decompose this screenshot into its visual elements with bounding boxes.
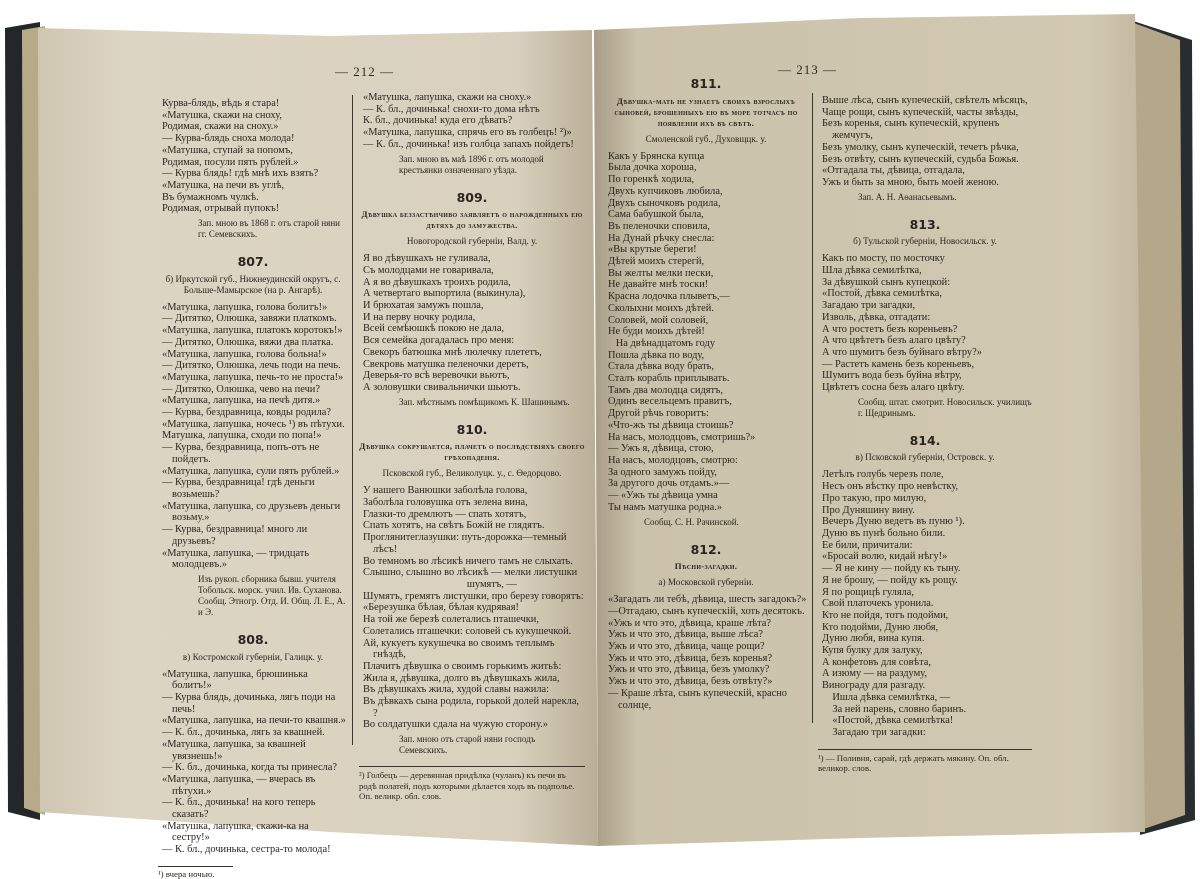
verse-line: За другого дочь отдамъ.»— [608,478,730,490]
verse-line: Я во дѣвушкахъ не гуливала, [363,253,491,265]
verse-line: А золовушки свивальнички шьютъ. [363,381,521,393]
verse [818,253,1032,393]
song-location: Псковской губ., Великолуцк. у., с. Ѳедорцово. [382,468,562,479]
verse [359,485,585,731]
verse-line: Всей семѣюшкѣ покою не дала, [363,323,505,335]
verse-line: Я не брошу, — пойду къ рощу. [822,574,958,586]
column-divider [812,93,813,723]
verse [818,95,1032,189]
source-note: Сообщ. С. Н. Рачинской. [644,516,739,527]
verse-line: «Матушка, лапушка, голова болитъ!» [162,301,328,313]
verse-line: «Матушка, лапушка, — тридцать молодцевъ.» [162,547,312,571]
verse-line: К. бл., дочинька! куда его дѣвать? [363,115,513,127]
source-note: Зап. А. Н. Аѳанасьевымъ. [858,191,957,202]
verse-line: «Матушка, лапушка, печь-то не проста!» [162,371,344,383]
verse-line: По горенкѣ ходила, [608,174,695,186]
verse-line: Кто подойми, Дуню любя, [822,621,939,633]
verse-line: Чаще рощи, сынъ купеческій, часты звѣзды, [822,106,1019,118]
verse-line: «Матушка, лапушка, платокъ коротокъ!» [162,325,343,337]
verse-line: Родимая, посули пять рублей.» [162,156,299,168]
verse-line: — Растетъ камень безъ кореньевъ, [822,358,975,370]
song-number: 814. [909,432,941,448]
verse [359,92,585,151]
page-number-right: — 213 — [778,62,837,77]
song-number: 811. [690,76,722,91]
verse-line: — Курва, бездравница! гдѣ деньги возьмешь? [162,477,318,500]
verse-line: «Матушка, лапушка, — вчерась въ пѣтухи.» [162,773,318,797]
verse-line: Не буди моихъ дѣтей! [608,326,705,338]
verse-line: Загадаю три загадки: [822,726,926,738]
verse [158,302,348,571]
verse-line: И на перву ночку родила, [363,311,476,323]
verse-line: На той же березѣ солетались пташечки, [363,614,539,626]
verse-line: «Загадать ли тебѣ, дѣвица, шесть загадокъ?» [608,594,807,606]
verse-line: «Отгадала ты, дѣвица, отгадала, [822,165,965,177]
verse-line: Одинъ весельцемъ правитъ, [608,396,732,408]
verse-line: «Матушка, лапушка, голова больна!» [162,348,327,360]
verse-line: «Матушка, ступай за попомъ, [162,144,293,156]
verse-line: У нашего Ванюшки заболѣла голова, [363,485,528,497]
verse-line: — Дитятко, Олюшка, завяжи платкомъ. [162,313,337,325]
verse-line: На двѣнадцатомъ году [608,337,716,349]
song-title: Дѣвушка сокрушается, плачетъ о послѣдствіяхъ своего грѣхопаденія. [359,441,585,463]
verse-line: Кто не пойдя, тотъ подойми, [822,609,949,621]
verse-line: Шумятъ, гремятъ листушки, про березу говорятъ: [363,590,584,602]
verse-line: Сталъ корабль приплывать. [608,373,730,385]
verse-line: «Матушка, скажи на сноху, [162,109,282,121]
song-location: в) Псковской губерніи, Островск. у. [855,452,995,463]
source-note: Зап. мѣстнымъ помѣщикомъ К. Шашинымъ. [399,396,570,407]
verse-line: Родимая, скажи на сноху.» [162,121,279,133]
verse-line: А что шумитъ безъ буйнаго вѣтру?» [822,346,982,358]
verse-line: — Дитятко, Олюшка, вяжи два платка. [162,336,334,348]
verse [604,151,808,514]
verse-line: «Матушка, лапушка, на печѣ дитя.» [162,395,321,407]
verse-line: Другой рѣчь говоритъ: [608,408,709,420]
verse-line: А конфетовъ для совѣта, [822,656,932,668]
verse-line: Пошла дѣвка по воду, [608,349,705,361]
verse-line: шумятъ, — [363,578,517,590]
verse-line: А что ростетъ безъ кореньевъ? [822,323,958,335]
song-number: 807. [237,254,269,270]
verse-line: Вы желты мелки пески, [608,267,714,279]
verse-line: Ишла дѣвка семилѣтка, — [822,691,951,703]
verse-line: «Матушка, лапушка, сули пять рублей.» [162,465,340,477]
verse-line: — Курва, бездравница, ковды родила? [162,407,331,419]
verse-line: И брюхатая замужъ пошла, [363,300,484,312]
verse-line: — Краше лѣта, сынъ купеческій, красно солнце, [608,687,790,711]
verse-line: Глазки-то дремлютъ — спать хотятъ, [363,508,527,520]
verse-line: «Матушка, лапушка, за квашней увязнешь!» [162,738,309,762]
verse-line: «Матушка, лапушка, со друзьевъ деньги возьму.» [162,500,343,524]
page-212-column-2 [359,92,585,802]
verse-line: Вся семейка догадалась про меня: [363,335,515,347]
song-number: 808. [237,631,269,647]
verse-line: «Матушка, лапушка, брюшинька болитъ!» [162,668,311,692]
verse-line: А изюму — на раздуму, [822,668,927,680]
verse-line: Соловей, мой соловей, [608,314,709,326]
verse-line: — Курва, бездравница, попъ-отъ не пойдетъ. [162,442,322,465]
song-number: 812. [690,541,722,557]
verse-line: Красна лодочка плыветъ,— [608,291,730,303]
verse-line: Цвѣтетъ сосна безъ алаго цвѣту. [822,382,965,394]
source-note: Зап. мною въ маѣ 1896 г. отъ молодой крестьянки означеннаго уѣзда. [399,153,544,175]
footnote: ²) Голбецъ — деревянная придѣлка (чуланъ) къ печи въ родѣ полатей, подъ которыми дѣлается ходъ въ подполье. Оп. великр. обл. слов. [359,766,585,802]
verse-line: На Дунай рѣчку снесла: [608,232,715,244]
verse-line: «Матушка, лапушка, спрячь его въ голбецъ! ²)» [363,127,572,139]
verse-line: Выше лѣса, сынъ купеческій, свѣтелъ мѣсяцъ, [822,95,1028,106]
verse-line: А я во дѣвушкахъ троихъ родила, [363,276,511,288]
verse-line: Я по рощицѣ гуляла, [822,586,914,598]
song-title: Дѣвушка беззастѣнчиво заявляетъ о нарожденныхъ ею дѣтяхъ до замужества. [361,209,583,231]
verse-line: Про такую, про милую, [822,492,927,504]
verse-line: Спать хотятъ, на свѣтъ Божій не глядятъ. [363,520,545,532]
verse-line: Какъ по мосту, по мосточку [822,253,945,265]
verse-line: Во темномъ во лѣсикѣ ничего тамъ не слыхать. [363,555,573,567]
verse-line: «Матушка, лапушка, скажи на сноху.» [363,92,532,103]
verse-line: Свекровь матушка пеленочки деретъ, [363,358,529,370]
verse-line: Ужъ и что это, дѣвица, безъ отвѣту?» [608,676,773,688]
verse [359,253,585,393]
verse-line: — К. бл., дочинька, когда ты принесла? [162,762,337,774]
verse-line: Шла дѣвка семилѣтка, [822,265,922,277]
verse-line: Въ дѣвкахъ сына родила, горькой долей нарекла, ? [363,696,582,719]
verse-line: Ее били, причитали: [822,539,913,551]
verse-line: А четвертаго выпортила (выкинула), [363,288,526,300]
song-location: б) Тульской губерніи, Новосильск. у. [853,236,997,247]
verse-line: Свой платочекъ уронила. [822,598,934,610]
song-number: 809. [456,189,488,205]
song-location: а) Московской губерніи. [658,577,754,588]
verse-line: Дуню въ пунѣ больно били. [822,527,946,539]
verse-line: Шумитъ вода безъ буйна вѣтру, [822,370,962,382]
verse-line: Солетались пташечки: соловей съ кукушечкой. [363,625,572,637]
verse-line: Деверья-то всѣ веревочки вьютъ, [363,370,510,382]
verse-line: Стала дѣвка воду брать, [608,361,715,373]
verse-line: За дѣвушкой сынъ купецкой: [822,276,951,288]
verse-line: Матушка, лапушка, сходи по попа!» [162,430,322,442]
verse-line: На насъ, молодцовъ, смотрю: [608,454,738,466]
verse-line: За ней парень, словно баринъ. [822,703,967,715]
song-number: 813. [909,216,941,232]
verse-line: Въ пеленочки сповила, [608,220,711,232]
verse-line: — К. бл., дочинька! снохи-то дома нѣтъ [363,103,540,115]
verse-line: Курва-блядь, вѣдь я стара! [162,98,280,109]
verse-line: Была дочка хороша, [608,162,697,174]
verse-line: —Отгадаю, сынъ купеческій, хоть десятокъ. [608,605,805,617]
page-213-column-1 [604,78,808,711]
verse-line: — Дитятко, Олюшка, лечь поди на печь. [162,360,341,372]
verse [158,669,348,856]
verse-line: Дуню любя, вина купя. [822,633,925,645]
verse-line: Сама бабушкой была, [608,209,704,221]
verse-line: — «Ужъ ты дѣвица умна [608,490,718,502]
verse-line: Ужъ и быть за мною, быть моей женою. [822,176,999,188]
verse-line: Какъ у Брянска купца [608,150,705,162]
page-number-left: — 212 — [335,64,394,79]
verse-line: За одного замужъ пойду, [608,466,717,478]
verse [158,98,348,215]
verse-line: Летѣлъ голубь черезъ поле, [822,469,944,481]
verse-line: Тамъ два молодца сидятъ, [608,384,724,396]
verse-line: Съ молодцами не говаривала, [363,264,494,276]
verse-line: Двухъ сыночковъ родила, [608,197,721,209]
verse-line: Въ бумажномъ чулкѣ. [162,191,259,203]
verse-line: Двухъ купчиковъ любила, [608,185,723,197]
song-location: Смоленской губ., Духовщцк. у. [645,133,767,144]
verse-line: — Курва блядь, дочинька, лягь поди на печь! [162,692,338,715]
verse-line: А что цвѣтетъ безъ алаго цвѣту? [822,335,966,347]
verse-line: Безъ отвѣту, сынъ купеческій, судьба Божья. [822,153,1019,165]
verse-line: «Постой, дѣвка семилѣтка! [822,715,954,727]
page-212-column-1 [158,98,348,879]
verse-line: Дѣтей моихъ стерегй, [608,256,705,268]
source-note: Сообщ. штат. смотрит. Новосильск. училищъ г. Щедринымъ. [858,396,1032,418]
verse-line: Свекоръ батюшка мнѣ люлечку плететъ, [363,346,542,358]
verse-line: Во солдатушки сдала на чужую сторону.» [363,719,548,731]
verse-line: Проглянитеглазушки: путь-дорожка—темный лѣсъ! [363,532,570,555]
verse-line: Сколыхни моихъ дѣтей. [608,302,714,314]
verse-line: «Что-жъ ты дѣвица стоишь? [608,419,734,431]
verse-line: Родимая, отрывай пупокъ! [162,203,280,215]
verse-line: — К. бл., дочинька, лягь за квашней. [162,727,325,739]
verse-line: «Постой, дѣвка семилѣтка, [822,288,943,300]
song-title: Пѣсни-загадки. [674,561,738,572]
verse-line: «Бросай волю, кидай нѣгу!» [822,551,948,563]
verse-line: Винограду для разгаду. [822,680,926,692]
song-title: Дѣвушка-мать не узнаетъ своихъ взрослыхъ сыновей, брошенныхъ ею въ море тотчасъ по появленіи ихъ въ свѣтъ. [614,95,798,128]
verse-line: Ужъ и что это, дѣвица, безъ умолку? [608,664,770,676]
verse-line: Загадаю три загадки, [822,300,916,312]
verse [604,594,808,711]
verse-line: Слышно, слышно во лѣсикѣ — мелки листушки [363,567,578,579]
verse-line: Ты намъ матушка родна.» [608,501,723,513]
verse-line: Ай, кукуетъ кукушечка во своимъ теплымъ гнѣздѣ, [363,637,558,661]
verse-line: Въ дѣвушкахъ жила, худой славы нажила: [363,684,550,696]
verse-line: «Матушка, на печи въ углѣ, [162,179,285,191]
verse-line: — К. бл., дочинька! изъ голбца запахъ пойдетъ! [363,138,574,150]
verse-line: — Ужъ я, дѣвица, стою, [608,443,714,455]
verse-line: Вечеръ Дуню ведетъ въ пуню ¹). [822,516,965,528]
verse-line: Несъ онъ вѣстку про невѣстку, [822,481,959,493]
verse-line: «Вы крутые береги! [608,244,697,256]
verse-line: Безъ коренья, сынъ купеческій, крупенъ жемчугъ, [822,118,1002,142]
verse-line: Жила я, дѣвушка, долго въ дѣвушкахъ жила, [363,672,560,684]
verse-line: — Дитятко, Олюшка, чево на печи? [162,383,320,395]
verse-line: — Курва-блядь сноха молода! [162,133,295,145]
verse-line: Плачитъ дѣвушка о своимъ горькимъ житьѣ: [363,660,562,672]
song-number: 810. [456,421,488,437]
verse-line: «Ужъ и что это, дѣвица, краше лѣта? [608,617,772,629]
song-location: в) Костромской губерніи, Галицк. у. [182,651,324,662]
source-note: Зап. мною въ 1868 г. отъ старой няни гг. Семевскихъ. [198,218,340,240]
verse-line: Ужъ и что это, дѣвица, выше лѣса? [608,629,763,641]
footnote: ¹) вчера ночью. [158,866,348,879]
verse-line: На насъ, молодцовъ, смотришь?» [608,431,756,443]
song-location: Новогородской губерніи, Валд. у. [406,236,538,247]
verse-line: Ужъ и что это, дѣвица, чаще рощи? [608,641,765,653]
source-note: Изъ рукоп. сборника бывш. учителя Тобольск. морск. учил. Ив. Суханова. Сообщ. Этногр. Отд. И. Общ. Л. Е., А. и Э. [198,573,346,617]
verse-line: Ужъ и что это, дѣвица, безъ коренья? [608,652,773,664]
verse [818,469,1032,738]
source-note: Зап. мною отъ старой няни господъ Семевскихъ. [399,734,536,756]
verse-line: — К. бл., дочинька! на кого теперь сказать? [162,797,319,821]
verse-line: — Курва блядь! гдѣ мнѣ ихъ взять? [162,168,319,180]
verse-line: — Я не кину — пойду къ тыну. [822,563,961,575]
page-213-column-2 [818,95,1032,774]
verse-line: Заболѣла головушка отъ зелена вина, [363,497,528,509]
verse-line: Не давайте мнѣ тоски! [608,279,709,291]
verse-line: Купя булку для залуку, [822,645,923,657]
verse-line: Про Дуняшину вину. [822,504,915,516]
verse-line: — К. бл., дочинька, сестра-то молода! [162,844,331,856]
verse-line: «Березушка бѣлая, бѣлая кудрявая! [363,602,520,614]
verse-line: — Курва, бездравница! много ли друзьевъ? [162,524,310,547]
verse-line: Изволь, дѣвка, отгадати: [822,311,931,323]
verse-line: «Матушка, лапушка, на печи-то квашня.» [162,715,346,727]
verse-line: Безъ умолку, сынъ купеческій, течетъ рѣчка, [822,141,1019,153]
footnote: ¹) — Поливня, сарай, гдѣ держатъ мякину. Оп. обл. великор. слов. [818,749,1032,774]
verse-line: «Матушка, лапушка, ночесь ¹) въ пѣтухи. [162,418,345,430]
column-divider [352,95,353,745]
verse-line: «Матушка, лапушка, скажи-ка на сестру!» [162,820,312,844]
song-location: б) Иркутской губ., Нижнеудинскій округъ, с. Больше-Мамырское (на р. Ангарѣ). [165,273,341,295]
